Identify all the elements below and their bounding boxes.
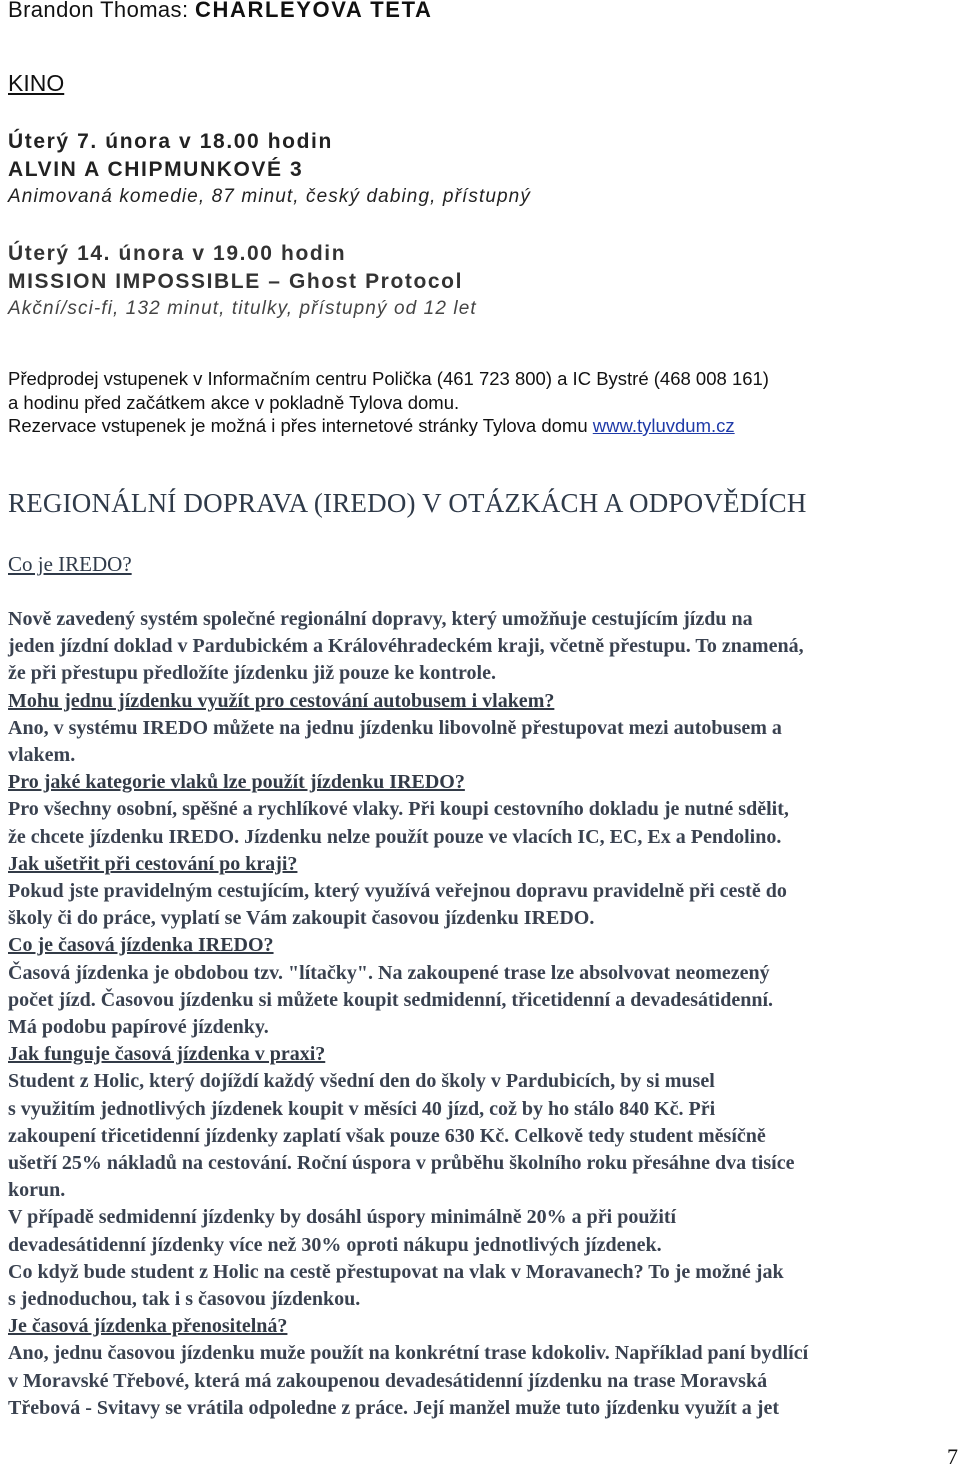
faq-line: že při přestupu předložíte jízdenku již pouze ke kontrole. <box>8 662 496 685</box>
faq-line: v Moravské Třebové, která má zakoupenou devadesátidenní jízdenku na trase Moravská <box>8 1369 768 1392</box>
faq-line: Nově zavedený systém společné regionální dopravy, který umožňuje cestujícím jízdu na <box>8 608 753 630</box>
presale-info <box>8 367 769 438</box>
document-title <box>8 0 432 23</box>
faq-line: s jednoduchou, tak i s časovou jízdenkou. <box>8 1288 361 1311</box>
faq-question: Mohu jednu jízdenku využít pro cestování autobusem i vlakem? <box>8 689 555 712</box>
faq-question: Co je IREDO? <box>8 552 132 576</box>
faq-line: devadesátidenní jízdenky více než 30% oproti nákupu jednotlivých jízdenek. <box>8 1233 662 1256</box>
faq-question: Jak funguje časová jízdenka v praxi? <box>8 1043 326 1066</box>
film-info: Animovaná komedie, 87 minut, český dabing, přístupný <box>8 186 531 207</box>
faq-line: Student z Holic, který dojíždí každý všední den do školy v Pardubicích, by si musel <box>8 1070 715 1093</box>
section-heading: REGIONÁLNÍ DOPRAVA (IREDO) V OTÁZKÁCH A ODPOVĚDÍCH <box>8 488 807 518</box>
presale-line <box>8 414 769 438</box>
faq-line: zakoupení třicetidenní jízdenky zaplatí však pouze 630 Kč. Celkově tedy student měsíčně <box>8 1124 766 1147</box>
faq-line: že chcete jízdenku IREDO. Jízdenku nelze použít pouze ve vlacích IC, EC, Ex a Pendolino. <box>8 825 782 848</box>
kino-section-label <box>8 70 64 97</box>
faq-question: Jak ušetřit při cestování po kraji? <box>8 852 298 875</box>
faq-line: Pokud jste pravidelným cestujícím, který využívá veřejnou dopravu pravidelně při cestě do <box>8 880 787 903</box>
presale-line: Předprodej vstupenek v Informačním centru Polička (461 723 800) a IC Bystré (468 008 161) <box>8 368 769 389</box>
faq-question: Co je časová jízdenka IREDO? <box>8 934 274 957</box>
faq-line: jeden jízdní doklad v Pardubickém a Královéhradeckém kraji, včetně přestupu. To znamená, <box>8 635 804 658</box>
kino-link[interactable]: KINO <box>8 70 65 96</box>
film-info: Akční/sci-fi, 132 minut, titulky, přístupný od 12 let <box>8 298 477 319</box>
faq-line: Časová jízdenka je obdobou tzv. "lítačky". Na zakoupené trase lze absolvovat neomezený <box>8 961 770 984</box>
faq-line: Co když bude student z Holic na cestě přestupovat na vlak v Moravanech? To je možné jak <box>8 1260 784 1283</box>
film-date: Úterý 7. února v 18.00 hodin <box>8 130 333 153</box>
faq-line: vlakem. <box>8 744 76 767</box>
faq-line: počet jízd. Časovou jízdenku si můžete koupit sedmidenní, třicetidenní a devadesátidenní. <box>8 988 774 1011</box>
faq-line: školy či do práce, vyplatí se Vám zakoupit časovou jízdenku IREDO. <box>8 907 595 930</box>
faq-line: Ano, v systému IREDO můžete na jednu jízdenku libovolně přestupovat mezi autobusem a <box>8 716 782 739</box>
author-name: Brandon Thomas: <box>8 0 195 22</box>
faq-line: ušetří 25% nákladů na cestování. Roční úspora v průběhu školního roku přesáhne dva tisíce <box>8 1152 795 1175</box>
faq-question: Pro jaké kategorie vlaků lze použít jízdenku IREDO? <box>8 771 465 794</box>
reservation-text: Rezervace vstupenek je možná i přes internetové stránky Tylova domu <box>8 415 593 436</box>
faq-question: Je časová jízdenka přenositelná? <box>8 1315 288 1338</box>
film-date: Úterý 14. února v 19.00 hodin <box>8 242 347 265</box>
faq-line: V případě sedmidenní jízdenky by dosáhl úspory minimálně 20% a při použití <box>8 1206 677 1229</box>
film-listing-1 <box>8 128 531 210</box>
page-number: 7 <box>947 1444 958 1469</box>
tyluvdum-link[interactable]: www.tyluvdum.cz <box>592 415 735 436</box>
faq-line: korun. <box>8 1179 66 1202</box>
faq-line: s využitím jednotlivých jízdenek koupit v měsíci 40 jízd, což by ho stálo 840 Kč. Při <box>8 1097 716 1120</box>
film-listing-2 <box>8 240 477 322</box>
film-title: MISSION IMPOSSIBLE – Ghost Protocol <box>8 270 464 293</box>
faq-body <box>8 606 808 1422</box>
presale-line: a hodinu před začátkem akce v pokladně Tylova domu. <box>8 391 460 413</box>
faq-line: Pro všechny osobní, spěšné a rychlíkové vlaky. Při koupi cestovního dokladu je nutné sdělit, <box>8 798 789 821</box>
faq-line: Třebová - Svitavy se vrátila odpoledne z práce. Její manžel muže tuto jízdenku využít a jet <box>8 1396 780 1419</box>
faq-line: Ano, jednu časovou jízdenku muže použít na konkrétní trase kdokoliv. Například paní bydlící <box>8 1342 809 1365</box>
faq-line: Má podobu papírové jízdenky. <box>8 1016 269 1039</box>
play-title: CHARLEYOVA TETA <box>195 0 433 22</box>
film-title: ALVIN A CHIPMUNKOVÉ 3 <box>8 158 304 181</box>
